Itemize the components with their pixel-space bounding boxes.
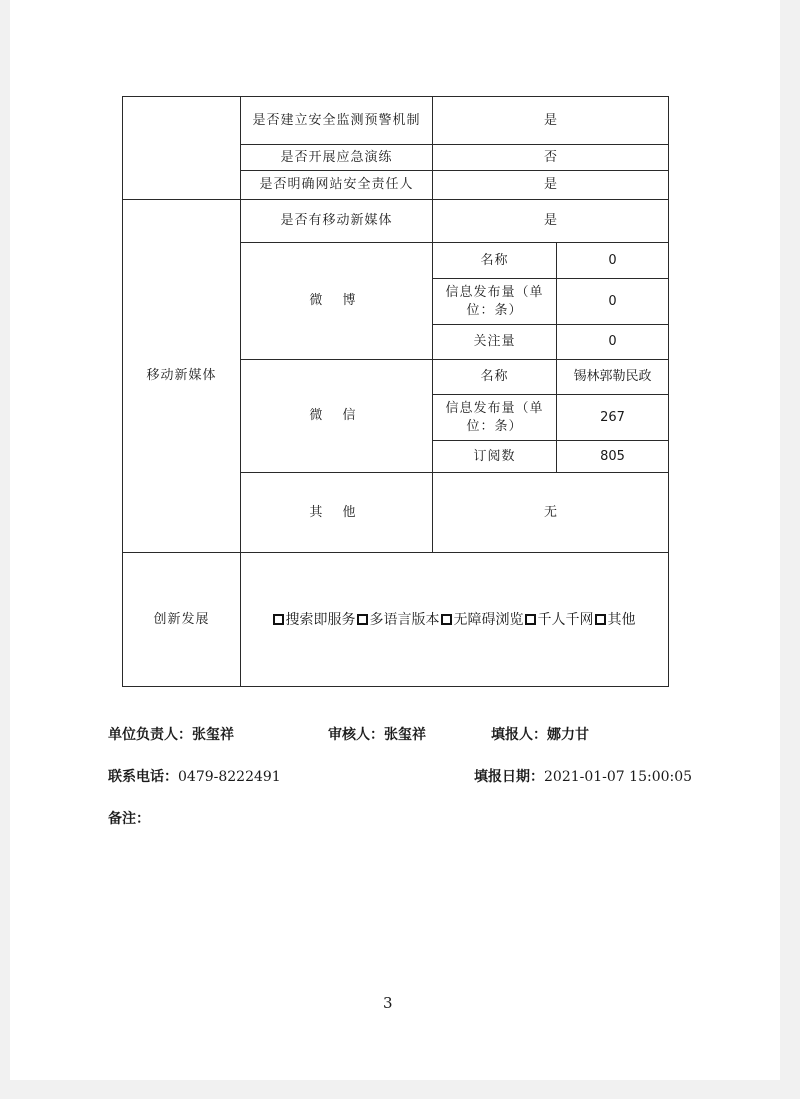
- security-section-cell: [123, 97, 241, 200]
- checkbox-icon[interactable]: [595, 614, 606, 625]
- innovation-option-label: 搜索即服务: [285, 611, 356, 628]
- responsible-question: 是否明确网站安全责任人: [241, 171, 433, 200]
- innovation-option-label: 千人千网: [537, 611, 594, 628]
- weibo-name-label: 名称: [433, 243, 557, 279]
- report-table: [122, 96, 669, 687]
- weibo-name-value: 0: [557, 243, 669, 279]
- wechat-label: 微 信: [241, 360, 433, 473]
- wechat-posts-label: 信息发布量（单位：条）: [433, 395, 557, 441]
- fill-date-value: 2021-01-07 15:00:05: [544, 769, 693, 785]
- filler-label: 填报人：: [491, 727, 547, 743]
- weibo-posts-label: 信息发布量（单位：条）: [433, 279, 557, 325]
- phone: [108, 766, 281, 786]
- monitoring-question: 是否建立安全监测预警机制: [241, 97, 433, 145]
- wechat-subscribers-label: 订阅数: [433, 441, 557, 473]
- innovation-label: 创新发展: [123, 553, 241, 687]
- checkbox-icon[interactable]: [357, 614, 368, 625]
- phone-value: 0479-8222491: [178, 769, 281, 785]
- phone-label: 联系电话：: [108, 769, 178, 785]
- wechat-name-label: 名称: [433, 360, 557, 395]
- wechat-name-value: 锡林郭勒民政: [557, 360, 669, 395]
- other-media-value: 无: [433, 473, 669, 553]
- media-section-label: 移动新媒体: [123, 200, 241, 553]
- innovation-option-label: 多语言版本: [369, 611, 440, 628]
- innovation-option-label: 其他: [607, 611, 636, 628]
- notes: [108, 808, 150, 828]
- reviewer-label: 审核人：: [328, 727, 384, 743]
- reviewer: [328, 724, 426, 744]
- wechat-subscribers-value: 805: [557, 441, 669, 473]
- weibo-followers-value: 0: [557, 325, 669, 360]
- has-media-answer: 是: [433, 200, 669, 243]
- checkbox-icon[interactable]: [525, 614, 536, 625]
- responsible-answer: 是: [433, 171, 669, 200]
- innovation-options: [241, 553, 669, 687]
- checkbox-icon[interactable]: [273, 614, 284, 625]
- fill-date-label: 填报日期：: [474, 769, 544, 785]
- fill-date: [474, 766, 692, 786]
- wechat-posts-value: 267: [557, 395, 669, 441]
- monitoring-answer: 是: [433, 97, 669, 145]
- notes-label: 备注：: [108, 811, 150, 827]
- drill-answer: 否: [433, 145, 669, 171]
- checkbox-icon[interactable]: [441, 614, 452, 625]
- unit-head-label: 单位负责人：: [108, 727, 192, 743]
- other-media-label: 其 他: [241, 473, 433, 553]
- weibo-label: 微 博: [241, 243, 433, 360]
- reviewer-value: 张玺祥: [384, 727, 426, 743]
- unit-head: [108, 724, 234, 744]
- has-media-question: 是否有移动新媒体: [241, 200, 433, 243]
- filler-value: 娜力甘: [547, 727, 589, 743]
- page-number: 3: [383, 994, 393, 1012]
- weibo-followers-label: 关注量: [433, 325, 557, 360]
- unit-head-value: 张玺祥: [192, 727, 234, 743]
- filler: [491, 724, 589, 744]
- drill-question: 是否开展应急演练: [241, 145, 433, 171]
- innovation-option-label: 无障碍浏览: [453, 611, 524, 628]
- weibo-posts-value: 0: [557, 279, 669, 325]
